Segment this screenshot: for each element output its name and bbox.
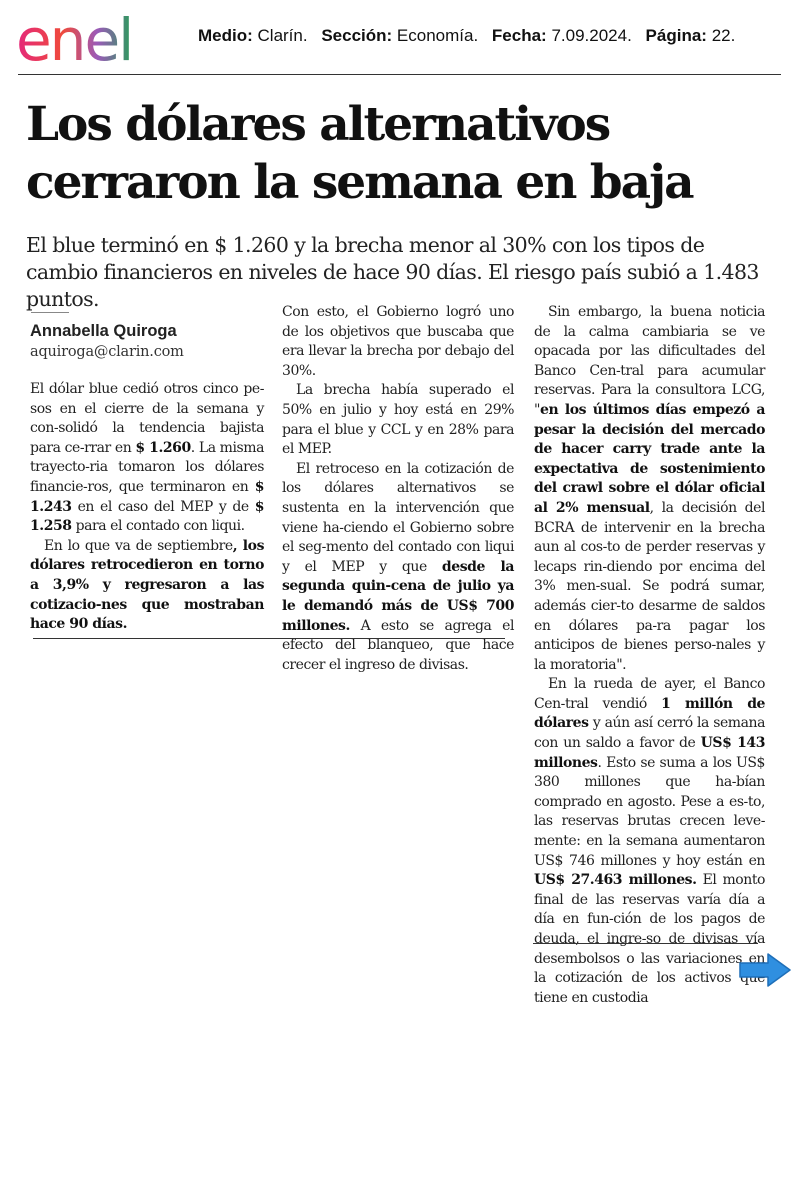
section-divider [33,638,505,639]
article-subhead: El blue terminó en $ 1.260 y la brecha menor al 30% con los tipos de cambio financieros en niveles de hace 90 días. El riesgo país subió a 1.483 puntos. [26,233,759,311]
fecha-value: 7.09.2024. [551,26,632,45]
article-column-1 [30,380,264,635]
header-divider [18,74,781,75]
paragraph: La brecha había superado el 50% en julio y hoy está en 29% para el blue y CCL y en 28% para el MEP. [282,382,514,458]
article-column-2 [282,303,514,675]
seccion-label: Sección: [321,26,393,45]
svg-text:enel: enel [16,8,133,70]
enel-logo [16,8,178,70]
paragraph: En lo que va de septiembre, los dólares retrocedieron en torno a 3,9% y regresaron a las cotizacio-nes que mostraban hace 90 días. [30,537,264,633]
fecha-label: Fecha: [491,26,547,45]
article-headline: Los dólares alternativos cerraron la semana en baja [26,97,693,210]
seccion-value: Economía. [396,26,479,45]
paragraph: El retroceso en la cotización de los dólares alternativos se sustenta en la intervención que viene ha-ciendo el Gobierno sobre el seg-mento del contado con liqui y el MEP y que desde la segunda quin-cena de julio ya le demandó más de US$ 700 millones. A esto se agrega el efecto del blanqueo, que hace crecer el ingreso de divisas. [282,460,514,673]
byline-rule [31,312,69,313]
article-column-3 [534,303,765,1008]
pagina-value: 22. [711,26,736,45]
publication-meta [198,26,735,46]
paragraph: Sin embargo, la buena noticia de la calma cambiaria se ve opacada por las dificultades del Banco Cen-tral para acumular reservas. Para la consultora LCG, "en los últimos días empezó a pesar la decisión del mercado de hacer carry trade ante la expectativa de sostenimiento del crawl sobre el dólar oficial al 2% mensual, la decisión del BCRA de intervenir en la brecha aun al cos-to de perder reservas y lecaps rin-diendo por encima del 3% men-sual. Se podrá sumar, además cier-to desarme de saldos en dólares pa-ra pagar los anticipos de bienes perso-nales y la moratoria". [534,304,766,673]
right-arrow-icon[interactable] [738,952,792,988]
paragraph: Con esto, el Gobierno logró uno de los objetivos que buscaba que era llevar la brecha por debajo del 30%. [282,304,514,379]
end-rule [533,943,758,944]
pagina-label: Página: [645,26,707,45]
author-name: Annabella Quiroga [30,322,177,340]
author-email: aquiroga@clarin.com [30,344,184,360]
medio-value: Clarín. [257,26,308,45]
medio-label: Medio: [198,26,253,45]
paragraph: El dólar blue cedió otros cinco pe-sos en el cierre de la semana y con-solidó la tendencia bajista para ce-rrar en $ 1.260. La misma trayecto-ria tomaron los dólares financie-ros, que terminaron en $ 1.243 en el caso del MEP y de $ 1.258 para el contado con liqui. [30,381,264,535]
paragraph: En la rueda de ayer, el Banco Cen-tral vendió 1 millón de dólares y aún así cerró la semana con un saldo a favor de US$ 143 millones. Esto se suma a los US$ 380 millones que ha-bían comprado en agosto. Pese a es-to, las reservas brutas crecen leve-mente: en la semana aumentaron US$ 746 millones y hoy están en US$ 27.463 millones. El monto final de las reservas varía día a día en fun-ción de los pagos de deuda, el ingre-so de divisas vía desembolsos o las variaciones en la cotización de los activos que tiene en custodia [534,676,766,1006]
